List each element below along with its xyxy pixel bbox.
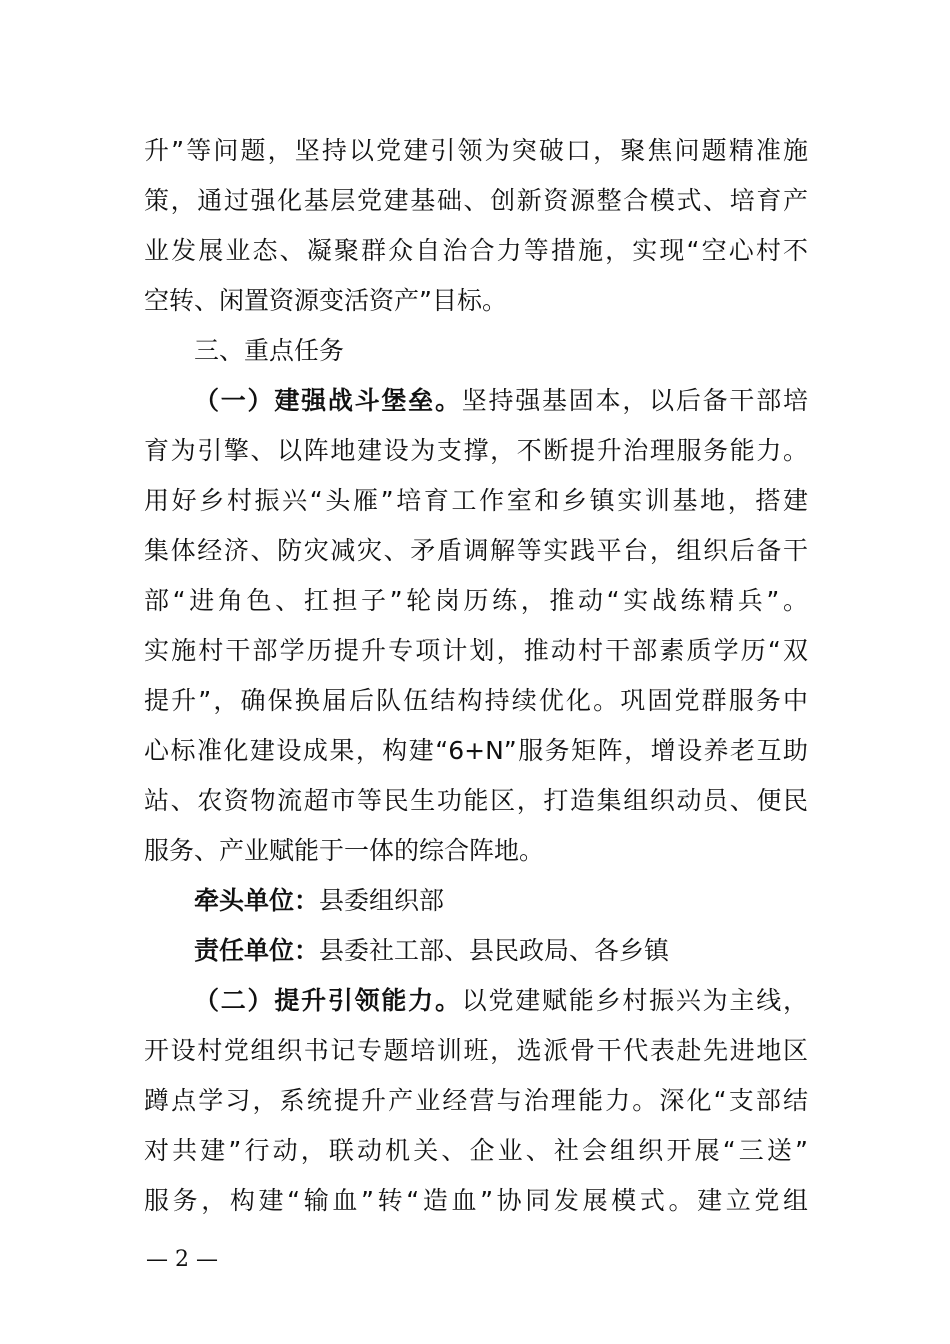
responsible-unit-label: 责任单位：	[194, 936, 320, 965]
body-line: 部“进角色、扛担子”轮岗历练，推动“实战练精兵”。	[144, 586, 808, 615]
body-line: 开设村党组织书记专题培训班，选派骨干代表赴先进地区	[144, 1036, 808, 1065]
lead-unit-label: 牵头单位：	[194, 886, 320, 915]
item1-first-line	[194, 376, 808, 426]
body-line: 站、农资物流超市等民生功能区，打造集组织动员、便民	[144, 786, 808, 815]
body-line: 蹲点学习，系统提升产业经营与治理能力。深化“支部结	[144, 1086, 808, 1115]
item2-first-line	[194, 976, 808, 1026]
item2-first-line-text: 以党建赋能乡村振兴为主线，	[461, 986, 808, 1015]
body-line: 心标准化建设成果，构建“6+N”服务矩阵，增设养老互助	[144, 736, 808, 765]
responsible-unit-value: 县委社工部、县民政局、各乡镇	[319, 936, 670, 965]
body-line: 提升”，确保换届后队伍结构持续优化。巩固党群服务中	[144, 686, 808, 715]
item1-first-line-text: 坚持强基固本，以后备干部培	[461, 386, 808, 415]
lead-unit-line	[194, 876, 808, 926]
body-line: 升”等问题，坚持以党建引领为突破口，聚焦问题精准施	[144, 136, 808, 165]
body-line: 对共建”行动，联动机关、企业、社会组织开展“三送”	[144, 1136, 808, 1165]
responsible-unit-line	[194, 926, 808, 976]
body-line: 策，通过强化基层党建基础、创新资源整合模式、培育产	[144, 186, 808, 215]
page-number: — 2 —	[146, 1247, 218, 1272]
section-heading: 三、重点任务	[194, 336, 345, 365]
body-line: 服务、产业赋能于一体的综合阵地。	[144, 836, 545, 865]
body-line: 育为引擎、以阵地建设为支撑，不断提升治理服务能力。	[144, 436, 808, 465]
body-line: 用好乡村振兴“头雁”培育工作室和乡镇实训基地，搭建	[144, 486, 808, 515]
item2-title: （二）提升引领能力。	[194, 986, 462, 1015]
body-line: 实施村干部学历提升专项计划，推动村干部素质学历“双	[144, 636, 808, 665]
body-line: 空转、闲置资源变活资产”目标。	[144, 286, 507, 315]
body-line: 集体经济、防灾减灾、矛盾调解等实践平台，组织后备干	[144, 536, 808, 565]
item1-title: （一）建强战斗堡垒。	[194, 386, 462, 415]
body-line: 服务，构建“输血”转“造血”协同发展模式。建立党组	[144, 1186, 808, 1215]
body-line: 业发展业态、凝聚群众自治合力等措施，实现“空心村不	[144, 236, 808, 265]
lead-unit-value: 县委组织部	[319, 886, 445, 915]
